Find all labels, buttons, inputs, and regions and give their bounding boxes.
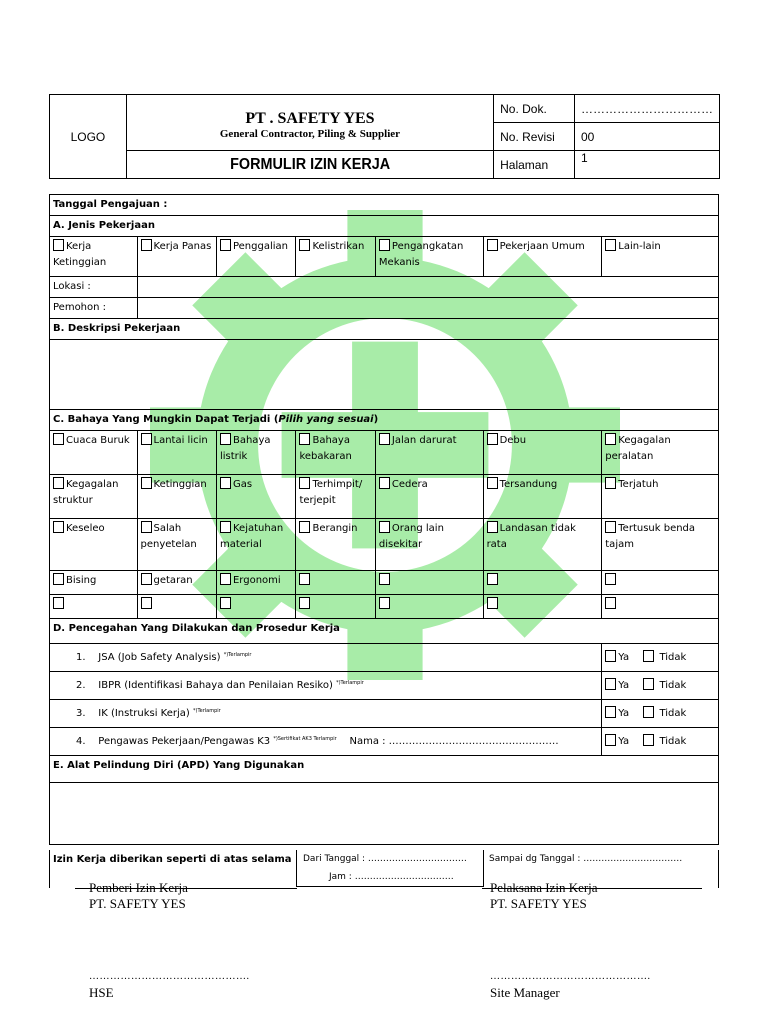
hazard-option[interactable]: Debu (483, 431, 602, 475)
hazard-option[interactable] (375, 595, 483, 619)
yes-checkbox[interactable] (605, 678, 616, 690)
checkbox-icon[interactable] (379, 573, 390, 585)
section-c-title: C. Bahaya Yang Mungkin Dapat Terjadi (Pilih yang sesuai) (50, 410, 719, 431)
company-tagline: General Contractor, Piling & Supplier (219, 127, 401, 140)
issuer-company: PT. SAFETY YES (89, 896, 186, 911)
hazard-option[interactable]: Kegagalan peralatan (602, 431, 719, 475)
checkbox-icon[interactable] (379, 521, 390, 533)
checkbox-icon[interactable] (53, 597, 64, 609)
work-type-option[interactable]: Kerja Panas (137, 237, 216, 277)
hazard-option[interactable] (216, 595, 295, 619)
issuer-signature-block (89, 880, 188, 912)
checkbox-icon[interactable] (141, 433, 152, 445)
checkbox-icon[interactable] (487, 477, 498, 489)
hazard-option[interactable]: Kegagalan struktur (50, 475, 138, 519)
procedure-text: 3. IK (Instruksi Kerja) $^{*)Terlampir}$ (50, 700, 602, 728)
checkbox-icon[interactable] (487, 597, 498, 609)
from-date-field[interactable]: Dari Tanggal : …………………………… (303, 854, 467, 864)
yes-no-choice: Ya Tidak (602, 672, 719, 700)
checkbox-icon[interactable] (141, 477, 152, 489)
hazard-option[interactable] (137, 595, 216, 619)
checkbox-icon[interactable] (53, 521, 64, 533)
yes-checkbox[interactable] (605, 706, 616, 718)
applicant-label: Pemohon : (50, 298, 138, 319)
checkbox-icon[interactable] (220, 573, 231, 585)
checkbox-icon[interactable] (487, 573, 498, 585)
hazard-option[interactable] (602, 571, 719, 595)
logo-placeholder: LOGO (50, 95, 127, 179)
hazard-option[interactable]: Cuaca Buruk (50, 431, 138, 475)
no-checkbox[interactable] (643, 706, 654, 718)
no-checkbox[interactable] (643, 650, 654, 662)
hazard-option[interactable]: Tertusuk benda tajam (602, 519, 719, 571)
work-type-option[interactable]: Pekerjaan Umum (483, 237, 602, 277)
no-checkbox[interactable] (643, 678, 654, 690)
procedure-text: 2. IBPR (Identifikasi Bahaya dan Penilaian Resiko) $^{*)Terlampir}$ (50, 672, 602, 700)
hazard-option[interactable]: Salah penyetelan (137, 519, 216, 571)
hazard-row (50, 475, 719, 519)
revision-label: No. Revisi (494, 123, 575, 151)
location-label: Lokasi : (50, 277, 138, 298)
hazard-option[interactable]: Terjatuh (602, 475, 719, 519)
hazard-option[interactable]: Ketinggian (137, 475, 216, 519)
hazard-option[interactable]: Bahaya kebakaran (296, 431, 375, 475)
procedure-row (50, 644, 719, 672)
procedure-row (50, 728, 719, 756)
hazard-option[interactable]: Landasan tidak rata (483, 519, 602, 571)
executor-signature-block (490, 880, 598, 912)
executor-role: Pelaksana Izin Kerja (490, 880, 598, 895)
checkbox-icon[interactable] (605, 573, 616, 585)
hazard-option[interactable] (483, 571, 602, 595)
work-permit-form (49, 194, 719, 845)
doc-no-value: …………………………… (575, 95, 720, 123)
hazard-option[interactable]: Orang lain disekitar (375, 519, 483, 571)
checkbox-icon[interactable] (379, 597, 390, 609)
hazard-option[interactable]: Tersandung (483, 475, 602, 519)
checkbox-icon[interactable] (379, 477, 390, 489)
issuer-title: HSE (89, 985, 114, 1000)
hazard-option[interactable]: Berangin (296, 519, 375, 571)
work-type-option[interactable]: Penggalian (216, 237, 295, 277)
work-type-option[interactable]: Kerja Ketinggian (50, 237, 138, 277)
hazard-option[interactable]: getaran (137, 571, 216, 595)
hazard-option[interactable] (375, 571, 483, 595)
hazard-option[interactable] (296, 571, 375, 595)
hazard-option[interactable]: Ergonomi (216, 571, 295, 595)
applicant-input[interactable] (137, 298, 718, 319)
checkbox-icon[interactable] (53, 239, 64, 251)
checkbox-icon[interactable] (487, 239, 498, 251)
checkbox-icon[interactable] (53, 477, 64, 489)
work-type-row (50, 237, 719, 277)
work-type-option[interactable]: Lain-lain (602, 237, 719, 277)
yes-checkbox[interactable] (605, 734, 616, 746)
checkbox-icon[interactable] (605, 597, 616, 609)
hazard-option[interactable]: Terhimpit/ terjepit (296, 475, 375, 519)
validity-label: Izin Kerja diberikan seperti di atas selama (53, 854, 292, 865)
form-title-cell (126, 151, 493, 179)
company-block (126, 95, 493, 151)
hazard-row (50, 431, 719, 475)
date-field[interactable]: Tanggal Pengajuan : (50, 195, 719, 216)
yes-checkbox[interactable] (605, 650, 616, 662)
procedure-row (50, 700, 719, 728)
yes-no-choice: Ya Tidak (602, 644, 719, 672)
procedure-text: 4. Pengawas Pekerjaan/Pengawas K3 $^{*)Sertifikat AK3 Terlampir}$ Nama : …………………………………………… (50, 728, 602, 756)
checkbox-icon[interactable] (605, 477, 616, 489)
hazard-option[interactable]: Gas (216, 475, 295, 519)
procedure-text: 1. JSA (Job Safety Analysis) $^{*)Terlampir}$ (50, 644, 602, 672)
checkbox-icon[interactable] (141, 521, 152, 533)
checkbox-icon[interactable] (605, 521, 616, 533)
supervisor-name-field[interactable]: Nama : …………………………………………… (349, 735, 559, 747)
checkbox-icon[interactable] (299, 573, 310, 585)
hazard-row (50, 595, 719, 619)
doc-no-label: No. Dok. (494, 95, 575, 123)
checkbox-icon[interactable] (487, 521, 498, 533)
hazard-option[interactable]: Jalan darurat (375, 431, 483, 475)
location-input[interactable] (137, 277, 718, 298)
checkbox-icon[interactable] (220, 477, 231, 489)
hazard-option[interactable] (483, 595, 602, 619)
issuer-signature-line[interactable]: ………………………………………. (89, 971, 250, 982)
checkbox-icon[interactable] (53, 573, 64, 585)
until-date-field[interactable]: Sampai dg Tanggal : …………………………… (489, 854, 683, 864)
yes-no-choice: Ya Tidak (602, 700, 719, 728)
executor-company: PT. SAFETY YES (490, 896, 587, 911)
work-type-option[interactable]: Pengangkatan Mekanis (375, 237, 483, 277)
job-description-input[interactable] (50, 340, 719, 410)
checkbox-icon[interactable] (299, 433, 310, 445)
work-type-option[interactable]: Kelistrikan (296, 237, 375, 277)
executor-signature-line[interactable]: ………………………………………. (490, 971, 651, 982)
border-line (718, 850, 719, 888)
section-d-title: D. Pencegahan Yang Dilakukan dan Prosedur Kerja (50, 619, 719, 644)
page-label: Halaman (494, 151, 575, 179)
hazard-option[interactable]: Bising (50, 571, 138, 595)
revision-value: 00 (575, 123, 720, 151)
executor-title: Site Manager (490, 985, 560, 1000)
hazard-option[interactable] (50, 595, 138, 619)
ppe-input[interactable] (50, 783, 719, 845)
hazard-option[interactable]: Lantai licin (137, 431, 216, 475)
checkbox-icon[interactable] (220, 597, 231, 609)
yes-no-choice: Ya Tidak (602, 728, 719, 756)
procedure-row (50, 672, 719, 700)
checkbox-icon[interactable] (141, 239, 152, 251)
checkbox-icon[interactable] (141, 573, 152, 585)
hazard-row (50, 571, 719, 595)
checkbox-icon[interactable] (220, 433, 231, 445)
document-header (49, 94, 720, 179)
checkbox-icon[interactable] (379, 433, 390, 445)
hazard-option[interactable]: Kejatuhan material (216, 519, 295, 571)
time-field[interactable]: Jam : …………………………… (329, 872, 454, 882)
checkbox-icon[interactable] (220, 239, 231, 251)
border-line (49, 850, 50, 888)
no-checkbox[interactable] (643, 734, 654, 746)
page-value: 1 (575, 151, 720, 179)
hazard-option[interactable] (602, 595, 719, 619)
checkbox-icon[interactable] (299, 597, 310, 609)
section-b-title: B. Deskripsi Pekerjaan (50, 319, 719, 340)
hazard-option[interactable]: Keseleo (50, 519, 138, 571)
checkbox-icon[interactable] (141, 597, 152, 609)
hazard-row (50, 519, 719, 571)
hazard-option[interactable]: Bahaya listrik (216, 431, 295, 475)
hazard-option[interactable]: Cedera (375, 475, 483, 519)
section-e-title: E. Alat Pelindung Diri (APD) Yang Digunakan (50, 756, 719, 783)
checkbox-icon[interactable] (605, 239, 616, 251)
checkbox-icon[interactable] (487, 433, 498, 445)
checkbox-icon[interactable] (299, 239, 310, 251)
hazard-option[interactable] (296, 595, 375, 619)
checkbox-icon[interactable] (220, 521, 231, 533)
checkbox-icon[interactable] (53, 433, 64, 445)
checkbox-icon[interactable] (299, 477, 310, 489)
checkbox-icon[interactable] (299, 521, 310, 533)
checkbox-icon[interactable] (379, 239, 390, 251)
issuer-role: Pemberi Izin Kerja (89, 880, 188, 895)
checkbox-icon[interactable] (605, 433, 616, 445)
from-date-box (296, 850, 484, 887)
form-title: FORMULIR IZIN KERJA (229, 155, 390, 173)
section-a-title: A. Jenis Pekerjaan (50, 216, 719, 237)
company-name: PT . SAFETY YES (245, 109, 375, 127)
